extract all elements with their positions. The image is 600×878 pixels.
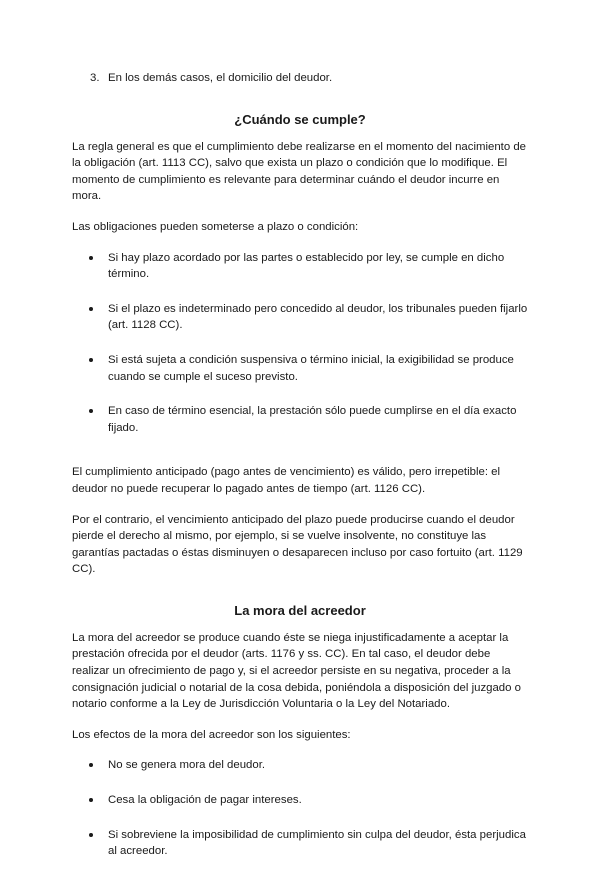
paragraph-efectos-intro: Los efectos de la mora del acreedor son los siguientes:: [72, 728, 351, 741]
list-item: [72, 250, 528, 283]
list-item: [72, 352, 528, 385]
spacer: [72, 454, 528, 464]
numbered-list-item-3: [72, 70, 528, 87]
section-heading-cuando-se-cumple: ¿Cuándo se cumple?: [234, 111, 366, 127]
list-item-text: Si está sujeta a condición suspensiva o término inicial, la exigibilidad se produce cuando se cumple el suceso previsto.: [108, 353, 514, 383]
list-item-text: Si el plazo es indeterminado pero concedido al deudor, los tribunales pueden fijarlo (art. 1128 CC).: [108, 302, 528, 332]
document-content: [72, 70, 528, 878]
bullet-icon: [89, 833, 93, 837]
list-item-text: Si sobreviene la imposibilidad de cumplimiento sin culpa del deudor, ésta perjudica al acreedor.: [108, 828, 526, 858]
list-item: [72, 301, 528, 334]
list-item-text: Si hay plazo acordado por las partes o establecido por ley, se cumple en dicho término.: [108, 251, 505, 281]
list-item-text: Cesa la obligación de pagar intereses.: [108, 794, 302, 807]
list-item-text: En caso de término esencial, la prestación sólo puede cumplirse en el día exacto fijado.: [108, 405, 517, 434]
bullet-icon: [89, 409, 93, 413]
list-item: [72, 827, 528, 860]
list-item-text: En los demás casos, el domicilio del deudor.: [108, 72, 333, 84]
list-item: [72, 403, 528, 436]
list-item-text: No se genera mora del deudor.: [108, 759, 266, 772]
bullet-icon: [89, 307, 93, 311]
bullet-icon: [89, 763, 93, 767]
bullet-list-efectos-mora: [72, 757, 528, 859]
section-heading-mora-acreedor: La mora del acreedor: [234, 602, 366, 618]
paragraph-plazo-condicion-intro: Las obligaciones pueden someterse a plazo o condición:: [72, 220, 359, 233]
bullet-list-plazo-condicion: [72, 250, 528, 437]
bullet-icon: [89, 358, 93, 362]
bullet-icon: [89, 256, 93, 260]
paragraph-vencimiento-anticipado: Por el contrario, el vencimiento anticipado del plazo puede producirse cuando el deudor pierde el derecho al mismo, por ejemplo, si se vuelve insolvente, no constituye las garantías pactadas o éstas disminuyen o desaparecen incluso por caso fortuito (art. 1129 CC).: [72, 513, 523, 576]
list-number: 3.: [90, 72, 100, 84]
list-item: [72, 757, 528, 774]
list-item: [72, 792, 528, 809]
paragraph-mora-definicion: La mora del acreedor se produce cuando éste se niega injustificadamente a aceptar la prestación ofrecida por el deudor (arts. 1176 y ss. CC). En tal caso, el deudor debe realizar un ofrecimiento de pago y, si el acreedor persiste en su negativa, proceder a la consignación judicial o notarial de la cosa debida, poniéndola a disposición del juzgado o notario conforme a la Ley de Jurisdicción Voluntaria o la Ley del Notariado.: [72, 631, 521, 711]
paragraph-cumplimiento-anticipado: El cumplimiento anticipado (pago antes de vencimiento) es válido, pero irrepetible: el deudor no puede recuperar lo pagado antes de tiempo (art. 1126 CC).: [72, 466, 501, 495]
paragraph-regla-general: La regla general es que el cumplimiento debe realizarse en el momento del nacimiento de la obligación (art. 1113 CC), salvo que exista un plazo o condición que lo modifique. El momento de cumplimiento es relevante para determinar cuándo el deudor incurre en mora.: [72, 140, 526, 203]
bullet-icon: [89, 798, 93, 802]
